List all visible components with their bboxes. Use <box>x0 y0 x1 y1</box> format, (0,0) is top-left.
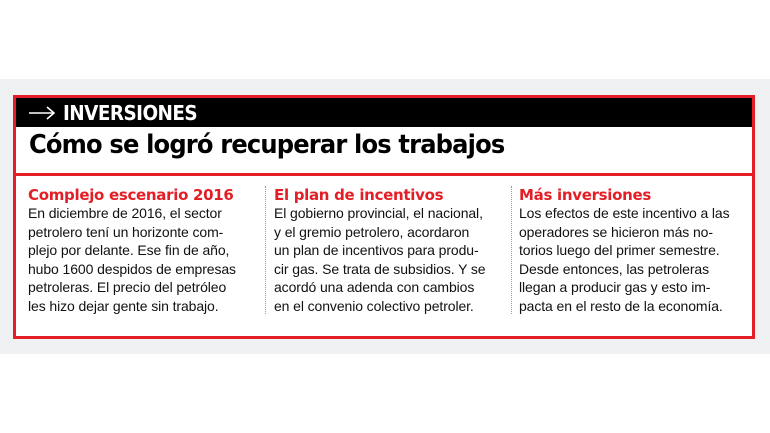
column-text-line: les hizo dejar gente sin trabajo. <box>28 297 219 314</box>
column-text-line: En diciembre de 2016, el sector <box>28 205 222 221</box>
column-text-line: cir gas. Se trata de subsidios. Y se <box>274 260 486 277</box>
column-text-line: en el convenio colectivo petroler. <box>274 297 474 314</box>
column-text-line: un plan de incentivos para produ- <box>274 242 479 259</box>
arrow-right-icon <box>28 106 56 120</box>
column-title: Más inversiones <box>519 186 652 204</box>
column-text-line: torios luego del primer semestre. <box>519 242 720 259</box>
column-text-line: Los efectos de este incentivo a las <box>519 205 730 221</box>
column-text-line: Desde entonces, las petroleras <box>519 260 709 277</box>
column-text-line: El gobierno provincial, el nacional, <box>274 205 483 221</box>
column-text-line: hubo 1600 despidos de empresas <box>28 260 236 277</box>
column-text-line: plejo por delante. Ese fin de año, <box>28 242 230 259</box>
column-text-line: acordó una adenda con cambios <box>274 279 475 296</box>
infobox-panel <box>13 95 755 339</box>
column-title: El plan de incentivos <box>274 186 444 204</box>
column-title: Complejo escenario 2016 <box>28 186 234 204</box>
column-text-line: petroleras. El precio del petróleo <box>28 279 227 296</box>
section-kicker: INVERSIONES <box>63 100 198 125</box>
column-mas-inversiones <box>519 186 751 316</box>
column-complejo-escenario <box>28 186 268 316</box>
title-divider <box>16 173 752 176</box>
column-text-line: llegan a producir gas y esto im- <box>519 279 711 296</box>
infobox-title: Cómo se logró recuperar los trabajos <box>29 130 505 160</box>
column-text-line: operadores se hicieron más no- <box>519 223 713 240</box>
kicker-bar <box>16 98 752 127</box>
column-plan-incentivos <box>274 186 514 316</box>
column-text-line: pacta en el resto de la economía. <box>519 297 723 314</box>
column-text-line: y el gremio petrolero, acordaron <box>274 223 470 240</box>
column-text-line: petrolero tení un horizonte com- <box>28 223 224 240</box>
